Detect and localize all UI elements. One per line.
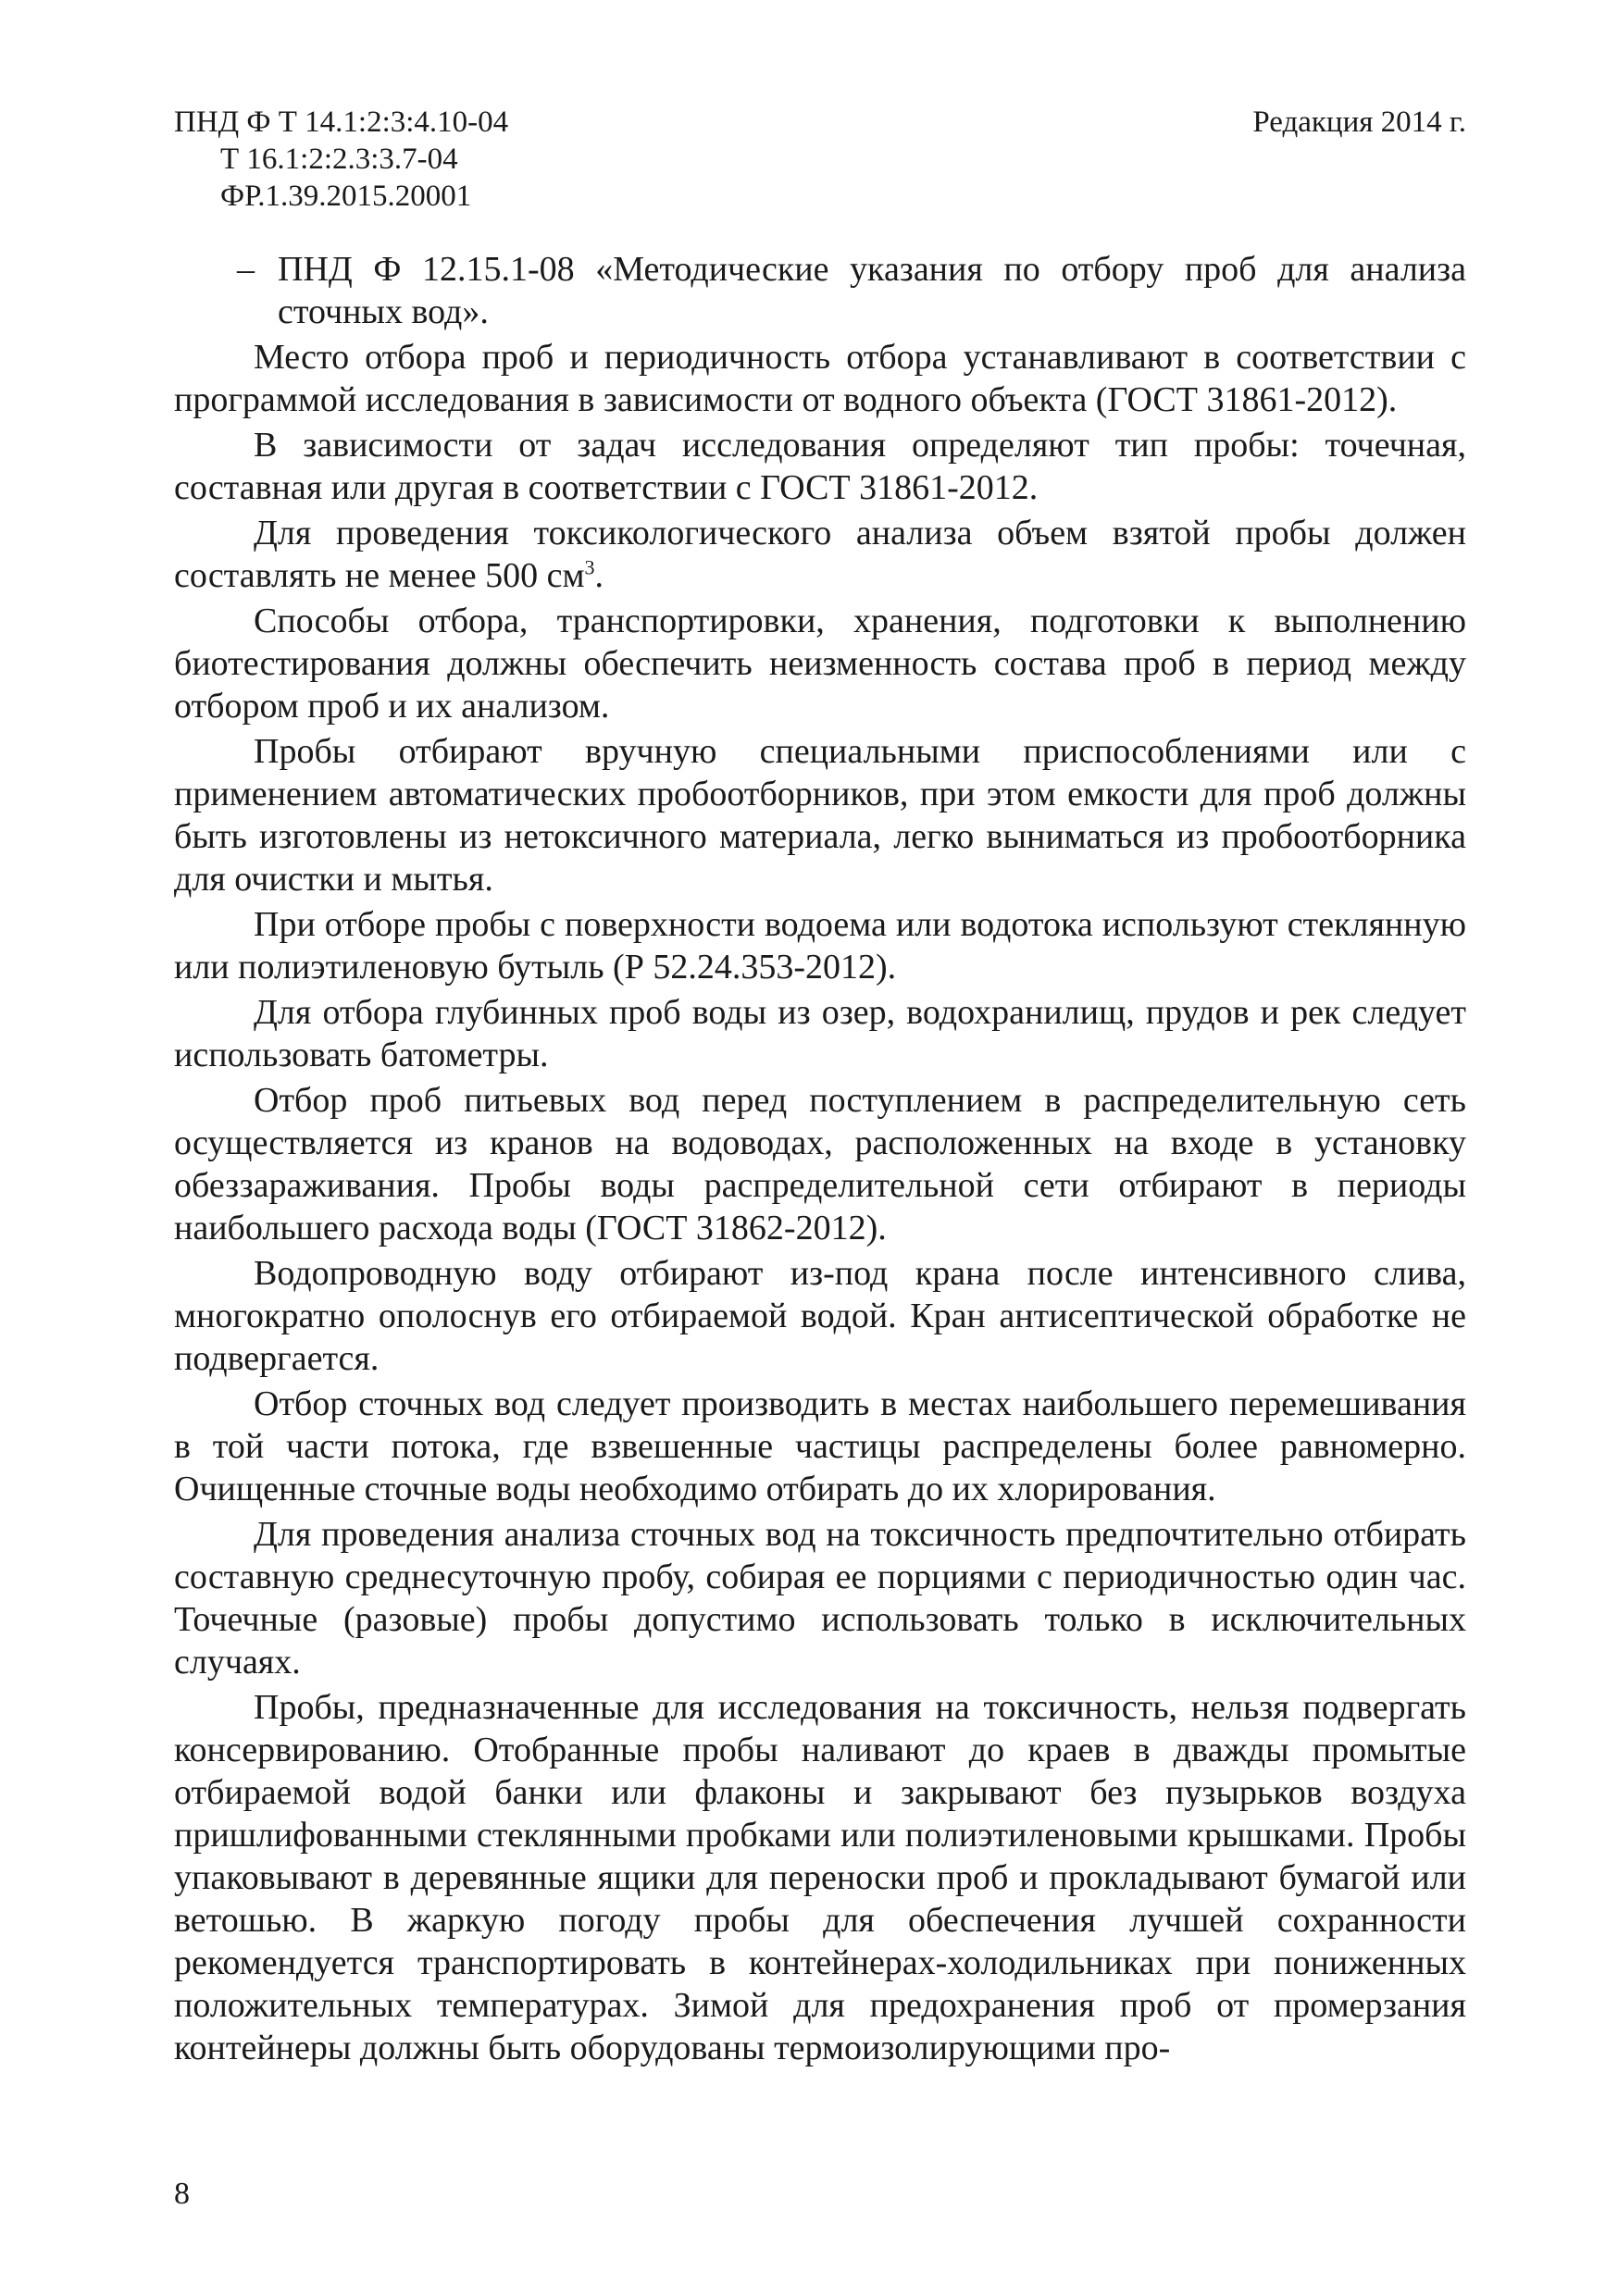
paragraph <box>174 512 1466 597</box>
paragraph: В зависимости от задач исследования определяют тип пробы: точечная, составная или другая в соответствии с ГОСТ 31861-2012. <box>174 426 1466 507</box>
registry-code: ФР.1.39.2015.20001 <box>220 180 472 213</box>
paragraph: Для проведения анализа сточных вод на токсичность предпочтительно отбирать составную среднесуточную пробу, собирая ее порциями с периодичностью один час. Точечные (разовые) пробы допустимо использовать только в исключительных случаях. <box>174 1515 1466 1682</box>
paragraph: Отбор сточных вод следует производить в местах наибольшего перемешивания в той части потока, где взвешенные частицы распределены более равномерно. Очищенные сточные воды необходимо отбирать до их хлорирования. <box>174 1384 1466 1508</box>
document-codes <box>174 104 508 215</box>
reference-list-item <box>174 248 1466 333</box>
paragraph: Пробы, предназначенные для исследования на токсичность, нельзя подвергать консервированию. Отобранные пробы наливают до краев в дважды промытые отбираемой водой банки или флаконы и закрывают без пузырьков воздуха пришлифованными стеклянными пробками или полиэтиленовыми крышками. Пробы упаковывают в деревянные ящики для переноски проб и прокладывают бумагой или ветошью. В жаркую погоду пробы для обеспечения лучшей сохранности рекомендуется транспортировать в контейнерах-холодильниках при пониженных положительных температурах. Зимой для предохранения проб от промерзания контейнеры должны быть оборудованы термоизолирующими про- <box>174 1688 1466 2067</box>
list-dash: – <box>237 250 255 289</box>
paragraph: Водопроводную воду отбирают из-под крана после интенсивного слива, многократно ополоснув его отбираемой водой. Кран антисептической обработке не подвергается. <box>174 1254 1466 1378</box>
page-number: 8 <box>174 2177 190 2211</box>
paragraph: Место отбора проб и периодичность отбора устанавливают в соответствии с программой исследования в зависимости от водного объекта (ГОСТ 31861-2012). <box>174 338 1466 419</box>
paragraph: Отбор проб питьевых вод перед поступлением в распределительную сеть осуществляется из кранов на водоводах, расположенных на входе в установку обеззараживания. Пробы воды распределительной сети отбирают в периоды наибольшего расхода воды (ГОСТ 31862-2012). <box>174 1081 1466 1247</box>
paragraph-end: . <box>594 556 604 595</box>
paragraph: Для отбора глубинных проб воды из озер, водохранилищ, прудов и рек следует использовать батометры. <box>174 993 1466 1074</box>
paragraph: При отборе пробы с поверхности водоема или водотока используют стеклянную или полиэтиленовую бутыль (Р 52.24.353-2012). <box>174 905 1466 987</box>
document-body <box>174 248 1466 2072</box>
superscript: 3 <box>584 555 595 579</box>
document-code-secondary: Т 16.1:2:2.3:3.7-04 <box>220 143 458 176</box>
document-code-primary: ПНД Ф Т 14.1:2:3:4.10-04 <box>174 105 509 139</box>
paragraph-text: Для проведения токсикологического анализа объем взятой пробы должен составлять не менее 500 см <box>174 514 1466 595</box>
edition-label: Редакция 2014 г. <box>1252 105 1466 139</box>
paragraph: Пробы отбирают вручную специальными приспособлениями или с применением автоматических пробоотборников, при этом емкости для проб должны быть изготовлены из нетоксичного материала, легко выниматься из пробоотборника для очистки и мытья. <box>174 732 1466 899</box>
paragraph: Способы отбора, транспортировки, хранения, подготовки к выполнению биотестирования должны обеспечить неизменность состава проб в период между отбором проб и их анализом. <box>174 602 1466 726</box>
reference-text: ПНД Ф 12.15.1-08 «Методические указания по отбору проб для анализа сточных вод». <box>278 250 1466 331</box>
